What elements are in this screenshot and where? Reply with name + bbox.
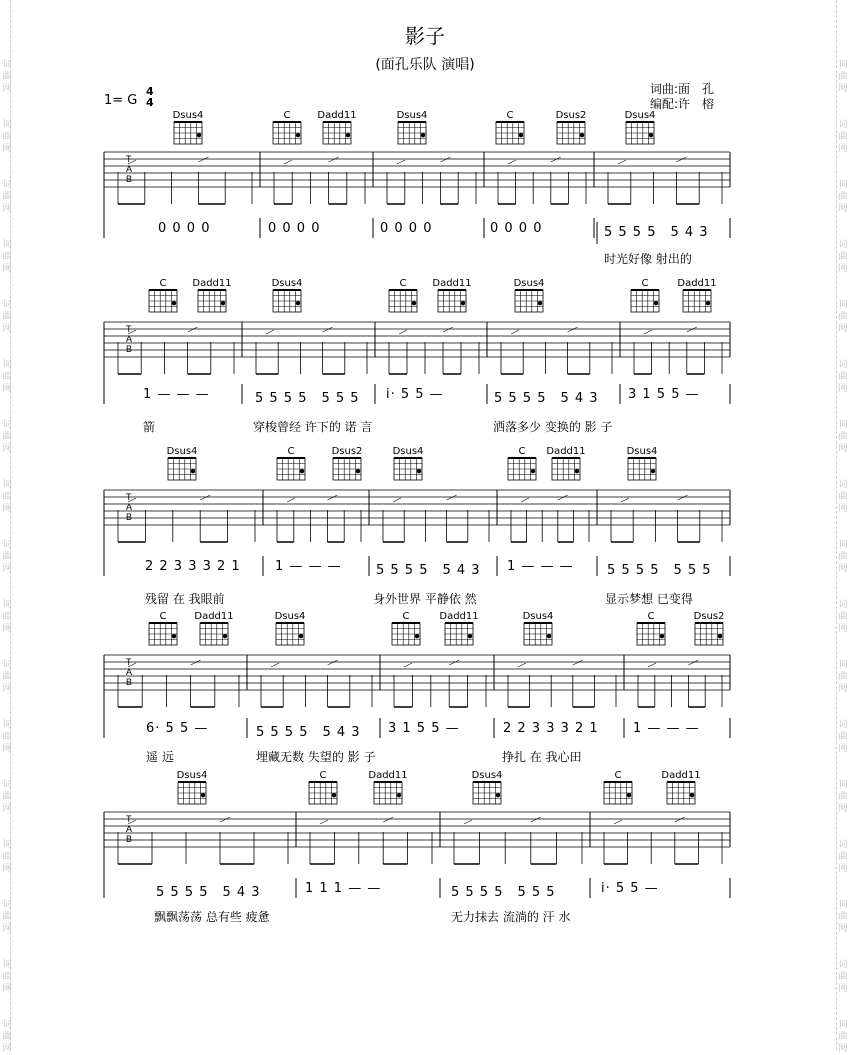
watermark-glyph: 网 [838,324,848,334]
watermark-glyph: 网 [2,624,12,634]
watermark-glyph: 词 [838,180,848,190]
watermark-glyph: 词 [2,480,12,490]
watermark-glyph: 网 [2,804,12,814]
strum-mark [644,330,652,334]
watermark-glyph: 网 [838,384,848,394]
watermark-glyph: 曲 [838,432,848,442]
lyric-line: 埋藏无数 失望的 影 子 [256,750,376,764]
watermark-glyph: 词 [838,540,848,550]
chord-dot [299,634,303,638]
strum-mark [200,495,210,500]
jianpu-notes: 3 1 5 5 — [388,721,460,736]
jianpu-notes: 2 2 3 3 3 2 1 [145,559,241,574]
watermark-glyph: 词 [2,540,12,550]
jianpu-notes: 5 5 5 5 5 5 5 [607,563,712,578]
chord-name: Dadd11 [546,446,586,457]
jianpu-notes: i· 5 5 — [386,387,444,402]
watermark-glyph: 曲 [838,792,848,802]
strum-mark [508,160,516,164]
jianpu-notes: 3 1 5 5 — [628,387,700,402]
chord-name: Dsus2 [555,110,587,121]
strum-mark [271,663,279,667]
strum-mark [558,495,568,500]
watermark-glyph: 网 [2,864,12,874]
watermark-glyph: 网 [838,84,848,94]
strum-mark [266,330,274,334]
chord-name: Dsus4 [522,611,554,622]
chord-dot [575,469,579,473]
watermark-glyph: 网 [838,744,848,754]
chord-dot [519,133,523,137]
tab-clef: A [126,667,133,677]
strum-mark [687,327,697,332]
strum-mark [440,157,450,162]
watermark-glyph: 网 [838,984,848,994]
chord-name: Dsus4 [471,770,503,781]
song-title: 影子 [405,24,445,48]
chord-dot [296,133,300,137]
lyric-line: 箭 [143,420,156,434]
chord-name: C [287,446,295,457]
tab-clef: B [126,344,133,354]
tab-clef: T [126,324,132,334]
watermark-glyph: 曲 [838,312,848,322]
chord-name: C [159,611,167,622]
jianpu-notes: 1 — — — [143,387,210,402]
chord-dot [690,793,694,797]
strum-mark [327,495,337,500]
watermark-glyph: 词 [838,60,848,70]
chord-dot [221,301,225,305]
tab-clef: A [126,824,133,834]
strum-mark [284,160,292,164]
watermark-glyph: 曲 [838,612,848,622]
watermark-glyph: 词 [2,180,12,190]
chord-name: Dadd11 [194,611,234,622]
watermark-glyph: 网 [2,444,12,454]
strum-mark [198,157,208,162]
tab-clef: T [126,492,132,502]
strum-mark [521,498,529,502]
chord-name: C [506,110,514,121]
chord-name: Dsus4 [172,110,204,121]
watermark-glyph: 词 [838,360,848,370]
chord-name: C [283,110,291,121]
chord-dot [332,793,336,797]
watermark-glyph: 词 [838,840,848,850]
chord-dot [706,301,710,305]
chord-name: Dadd11 [317,110,357,121]
strum-mark [573,660,583,665]
watermark-glyph: 曲 [2,492,12,502]
watermark-glyph: 词 [838,420,848,430]
watermark-glyph: 词 [2,780,12,790]
chord-name: Dsus4 [166,446,198,457]
watermark-glyph: 网 [2,204,12,214]
lyric-line: 飘飘荡荡 总有些 疲惫 [154,910,270,924]
watermark-glyph: 词 [2,60,12,70]
chord-dot [172,301,176,305]
tab-clef: B [126,174,133,184]
jianpu-notes: 5 5 5 5 5 4 3 [256,725,361,740]
jianpu-notes: i· 5 5 — [601,881,659,896]
watermark-glyph: 网 [2,384,12,394]
watermark-glyph: 词 [838,480,848,490]
tab-clef: T [126,814,132,824]
watermark-glyph: 曲 [2,1032,12,1042]
watermark-glyph: 曲 [2,372,12,382]
chord-dot [531,469,535,473]
chord-dot [415,634,419,638]
time-bottom: 4 [146,96,154,109]
watermark-glyph: 词 [2,660,12,670]
watermark-glyph: 网 [838,504,848,514]
chord-name: Dadd11 [661,770,701,781]
watermark-glyph: 曲 [2,72,12,82]
chord-name: C [319,770,327,781]
strum-mark [518,663,526,667]
watermark-glyph: 词 [2,240,12,250]
tab-clef: B [126,512,133,522]
chord-dot [627,793,631,797]
strum-mark [688,660,698,665]
watermark-glyph: 网 [838,204,848,214]
watermark-glyph: 曲 [838,732,848,742]
watermark-glyph: 曲 [838,552,848,562]
watermark-glyph: 曲 [838,492,848,502]
lyric-line: 时光好像 射出的 [604,252,692,266]
watermark-glyph: 词 [838,120,848,130]
watermark-glyph: 曲 [2,912,12,922]
watermark-glyph: 曲 [838,912,848,922]
jianpu-notes: 1 1 1 — — [305,881,382,896]
watermark-glyph: 词 [838,600,848,610]
jianpu-notes: 6· 5 5 — [146,721,209,736]
watermark-glyph: 词 [2,720,12,730]
strum-mark [323,327,333,332]
jianpu-notes: 1 — — — [275,559,342,574]
lyric-line: 身外世界 平静依 然 [373,592,477,606]
watermark-glyph: 曲 [2,792,12,802]
tab-clef: B [126,677,133,687]
chord-name: Dsus4 [396,110,428,121]
watermark-glyph: 网 [838,864,848,874]
watermark-glyph: 词 [2,300,12,310]
jianpu-notes: 0 0 0 0 [490,221,543,236]
jianpu-notes: 5 5 5 5 5 5 5 [451,885,556,900]
chord-dot [649,133,653,137]
watermark-glyph: 词 [2,420,12,430]
chord-dot [651,469,655,473]
chord-dot [346,133,350,137]
watermark-glyph: 网 [2,984,12,994]
chord-name: Dadd11 [677,278,717,289]
watermark-glyph: 曲 [838,1032,848,1042]
watermark-glyph: 词 [838,960,848,970]
watermark-glyph: 词 [2,840,12,850]
chord-name: Dsus4 [624,110,656,121]
watermark-glyph: 词 [838,780,848,790]
chord-dot [197,133,201,137]
watermark-glyph: 网 [2,564,12,574]
watermark-glyph: 曲 [2,552,12,562]
chord-name: Dsus2 [693,611,725,622]
watermark-glyph: 网 [2,744,12,754]
watermark-glyph: 网 [2,1044,12,1054]
watermark-glyph: 词 [2,600,12,610]
chord-dot [538,301,542,305]
chord-name: Dadd11 [432,278,472,289]
tab-clef: A [126,502,133,512]
chord-name: Dsus4 [392,446,424,457]
chord-name: Dsus4 [626,446,658,457]
chord-name: Dadd11 [192,278,232,289]
watermark-glyph: 曲 [2,192,12,202]
chord-name: Dsus2 [331,446,363,457]
jianpu-notes: 5 5 5 5 5 4 3 [376,563,481,578]
strum-mark [393,498,401,502]
watermark-glyph: 词 [2,120,12,130]
chord-dot [201,793,205,797]
watermark-glyph: 词 [2,1020,12,1030]
strum-mark [399,330,407,334]
watermark-glyph: 词 [838,240,848,250]
chord-dot [468,634,472,638]
watermark-glyph: 曲 [2,852,12,862]
chord-dot [718,634,722,638]
watermark-glyph: 曲 [838,132,848,142]
chord-name: C [614,770,622,781]
watermark-glyph: 网 [838,804,848,814]
arrange-credit: 编配:许 榕 [650,97,715,111]
chord-dot [580,133,584,137]
jianpu-notes: 5 5 5 5 5 5 5 [255,391,360,406]
chord-dot [300,469,304,473]
lyrics-credit: 词曲:面 孔 [650,82,715,96]
watermark-glyph: 网 [2,504,12,514]
watermark-glyph: 词 [2,360,12,370]
watermark-glyph: 词 [838,1020,848,1030]
strum-mark [621,498,629,502]
strum-mark [676,157,686,162]
chord-dot [660,634,664,638]
strum-mark [511,330,519,334]
watermark-glyph: 网 [2,924,12,934]
watermark-glyph: 网 [838,564,848,574]
jianpu-notes: 1 — — — [507,559,574,574]
watermark-glyph: 曲 [2,672,12,682]
tab-clef: B [126,834,133,844]
chord-dot [397,793,401,797]
watermark-glyph: 曲 [2,432,12,442]
chord-dot [417,469,421,473]
chord-name: C [402,611,410,622]
watermark-glyph: 词 [2,900,12,910]
chord-dot [547,634,551,638]
strum-mark [397,160,405,164]
watermark-glyph: 网 [838,264,848,274]
chord-name: Dsus4 [271,278,303,289]
lyric-line: 洒落多少 变换的 影 子 [493,420,613,434]
strum-mark [188,327,198,332]
chord-dot [461,301,465,305]
watermark-glyph: 网 [838,444,848,454]
watermark-glyph: 曲 [838,972,848,982]
watermark-glyph: 网 [2,84,12,94]
strum-mark [220,817,230,822]
lyric-line: 残留 在 我眼前 [145,592,225,606]
chord-dot [412,301,416,305]
chord-name: Dadd11 [368,770,408,781]
watermark-glyph: 曲 [838,852,848,862]
jianpu-notes: 5 5 5 5 5 4 3 [494,391,599,406]
time-top: 4 [146,85,154,98]
chord-dot [296,301,300,305]
chord-name: C [399,278,407,289]
watermark-glyph: 曲 [2,252,12,262]
chord-name: C [159,278,167,289]
chord-name: C [518,446,526,457]
strum-mark [287,498,295,502]
watermark-glyph: 词 [838,720,848,730]
watermark-glyph: 网 [2,264,12,274]
strum-mark [449,660,459,665]
chord-dot [191,469,195,473]
strum-mark [447,495,457,500]
jianpu-notes: 0 0 0 0 [268,221,321,236]
lyric-line: 无力抹去 流淌的 汗 水 [451,910,571,924]
chord-name: Dsus4 [176,770,208,781]
strum-mark [678,495,688,500]
chord-dot [223,634,227,638]
watermark-glyph: 词 [838,660,848,670]
jianpu-notes: 5 5 5 5 5 4 3 [156,885,261,900]
chord-name: Dsus4 [513,278,545,289]
lyric-line: 穿梭曾经 许下的 诺 言 [253,420,373,434]
strum-mark [320,820,328,824]
chord-dot [421,133,425,137]
strum-mark [328,660,338,665]
watermark-glyph: 网 [838,144,848,154]
watermark-glyph: 曲 [2,132,12,142]
key-signature: 1= G [104,93,138,108]
strum-mark [329,157,339,162]
chord-dot [654,301,658,305]
strum-mark [618,160,626,164]
chord-name: C [647,611,655,622]
watermark-glyph: 曲 [2,312,12,322]
strum-mark [464,820,472,824]
watermark-glyph: 曲 [2,612,12,622]
watermark-glyph: 词 [838,900,848,910]
chord-dot [356,469,360,473]
strum-mark [531,817,541,822]
watermark-glyph: 网 [838,1044,848,1054]
watermark-glyph: 曲 [2,972,12,982]
watermark-glyph: 网 [2,324,12,334]
watermark-glyph: 网 [838,624,848,634]
watermark-glyph: 曲 [2,732,12,742]
watermark-glyph: 网 [2,144,12,154]
strum-mark [443,327,453,332]
chord-dot [496,793,500,797]
watermark-glyph: 网 [838,924,848,934]
strum-mark [383,817,393,822]
chord-dot [172,634,176,638]
watermark-glyph: 曲 [838,252,848,262]
chord-name: Dsus4 [274,611,306,622]
chord-name: Dadd11 [439,611,479,622]
watermark-glyph: 曲 [838,372,848,382]
lyric-line: 挣扎 在 我心田 [502,750,582,764]
chord-name: C [641,278,649,289]
jianpu-notes: 5 5 5 5 5 4 3 [604,225,709,240]
song-subtitle: (面孔乐队 演唱) [375,57,475,73]
watermark-glyph: 网 [2,684,12,694]
strum-mark [614,820,622,824]
watermark-glyph: 曲 [838,672,848,682]
strum-mark [568,327,578,332]
tab-clef: A [126,334,133,344]
jianpu-notes: 1 — — — [633,721,700,736]
strum-mark [648,663,656,667]
strum-mark [404,663,412,667]
watermark-glyph: 网 [838,684,848,694]
watermark-glyph: 曲 [838,192,848,202]
watermark-glyph: 曲 [838,72,848,82]
jianpu-notes: 0 0 0 0 [158,221,211,236]
tab-clef: A [126,164,133,174]
jianpu-notes: 0 0 0 0 [380,221,433,236]
jianpu-notes: 2 2 3 3 3 2 1 [503,721,599,736]
strum-mark [551,157,561,162]
tab-clef: T [126,657,132,667]
lyric-line: 遥 远 [146,750,174,764]
strum-mark [675,817,685,822]
watermark-glyph: 词 [2,960,12,970]
tab-clef: T [126,154,132,164]
lyric-line: 显示梦想 已变得 [605,592,693,606]
watermark-glyph: 词 [838,300,848,310]
strum-mark [191,660,201,665]
